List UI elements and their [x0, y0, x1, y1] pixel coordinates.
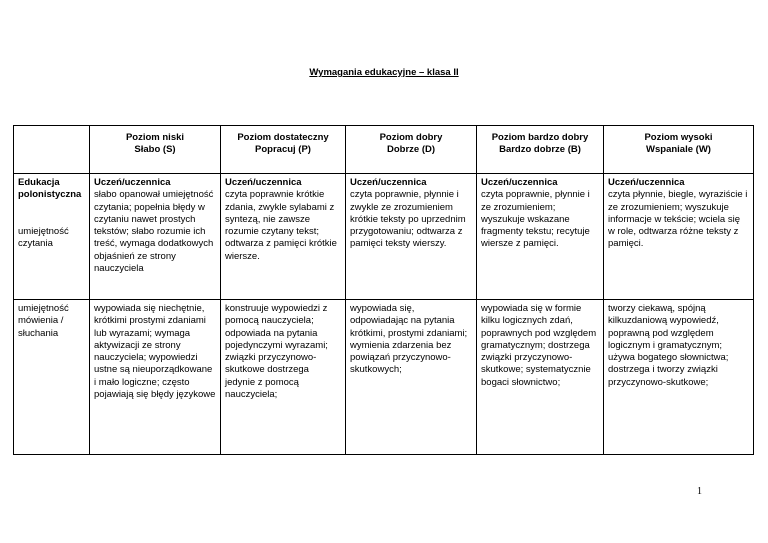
- requirement-cell: [604, 300, 754, 455]
- level-name: Poziom wysoki: [644, 132, 713, 143]
- cell-heading: Uczeń/uczennica: [350, 177, 427, 188]
- cell-text: wypowiada się w formie kilku logicznych zdań, poprawnych pod względem gramatycznym; dostrzega związki przyczynowo-skutkowe; systematycznie bogaci słownictwo;: [481, 303, 597, 388]
- cell-text: konstruuje wypowiedzi z pomocą nauczyciela; odpowiada na pytania pojedynczymi wyrazami; związki przyczynowo-skutkowe dostrzega jedynie z pomocą nauczyciela;: [225, 303, 328, 401]
- requirement-cell: [604, 174, 754, 300]
- area-title: Edukacja polonistyczna: [18, 177, 82, 201]
- level-name: Poziom dostateczny: [237, 132, 329, 143]
- table-row: [14, 174, 754, 300]
- header-empty-cell: [14, 126, 90, 174]
- cell-heading: Uczeń/uczennica: [225, 177, 302, 188]
- level-grade: Słabo (S): [134, 144, 176, 156]
- level-grade: Wspaniale (W): [646, 144, 711, 156]
- skill-label: umiejętność mówienia / słuchania: [18, 303, 69, 339]
- level-name: Poziom niski: [125, 132, 185, 143]
- level-header: [346, 126, 477, 174]
- level-grade: Dobrze (D): [386, 144, 436, 156]
- level-header: [604, 126, 754, 174]
- cell-text: czyta poprawnie, płynnie i zwykle ze zrozumieniem krótkie teksty po uprzednim przygotowaniu; odtwarza z pamięci teksty wierszy.: [350, 189, 466, 250]
- area-cell: [14, 300, 90, 455]
- requirement-cell: [477, 300, 604, 455]
- page-number: 1: [697, 486, 702, 497]
- requirement-cell: [90, 174, 221, 300]
- table-row: [14, 300, 754, 455]
- cell-text: wypowiada się, odpowiadając na pytania krótkimi, prostymi zdaniami; wymienia zdarzenia bez powiązań przyczynowo-skutkowych;: [350, 303, 468, 376]
- level-name: Poziom dobry: [379, 132, 443, 143]
- cell-heading: Uczeń/uczennica: [608, 177, 685, 188]
- requirement-cell: [346, 300, 477, 455]
- area-cell: [14, 174, 90, 300]
- cell-heading: Uczeń/uczennica: [481, 177, 558, 188]
- cell-text: słabo opanował umiejętność czytania; popełnia błędy w czytaniu nawet prostych tekstów; słabo rozumie ich treść, wymaga dodatkowych objaśnień ze strony nauczyciela: [94, 189, 214, 275]
- cell-text: wypowiada się niechętnie, krótkimi prostymi zdaniami lub wyrazami; wymaga aktywizacji ze strony nauczyciela; wypowiedzi ustne są nieuporządkowane i mało logiczne; często pojawiają się błędy językowe: [94, 303, 216, 401]
- requirement-cell: [477, 174, 604, 300]
- header-row: [14, 126, 754, 174]
- requirements-table: [13, 125, 754, 455]
- requirement-cell: [346, 174, 477, 300]
- cell-text: czyta poprawnie krótkie zdania, zwykle sylabami z syntezą, nie zawsze rozumie czytany tekst; odtwarza z pamięci krótkie wiersze.: [225, 189, 337, 262]
- level-name: Poziom bardzo dobry: [491, 132, 589, 143]
- requirement-cell: [90, 300, 221, 455]
- level-grade: Popracuj (P): [255, 144, 311, 156]
- page-title: Wymagania edukacyjne – klasa II: [309, 67, 459, 78]
- skill-label: umiejętność czytania: [18, 225, 69, 249]
- cell-heading: Uczeń/uczennica: [94, 177, 171, 188]
- level-header: [477, 126, 604, 174]
- requirement-cell: [221, 300, 346, 455]
- level-header: [221, 126, 346, 174]
- level-grade: Bardzo dobrze (B): [499, 144, 581, 156]
- requirement-cell: [221, 174, 346, 300]
- cell-text: czyta poprawnie, płynnie i ze zrozumieniem; wyszukuje wskazane fragmenty tekstu; recytuje wiersze z pamięci.: [481, 189, 590, 250]
- cell-text: tworzy ciekawą, spójną kilkuzdaniową wypowiedź, poprawną pod względem logicznym i gramatycznym; używa bogatego słownictwa; dostrzega i tworzy związki przyczynowo-skutkowe;: [608, 303, 729, 388]
- level-header: [90, 126, 221, 174]
- cell-text: czyta płynnie, biegle, wyraziście i ze zrozumieniem; wyszukuje informacje w tekście; wciela się w role, odtwarza różne teksty z pamięci.: [608, 189, 748, 250]
